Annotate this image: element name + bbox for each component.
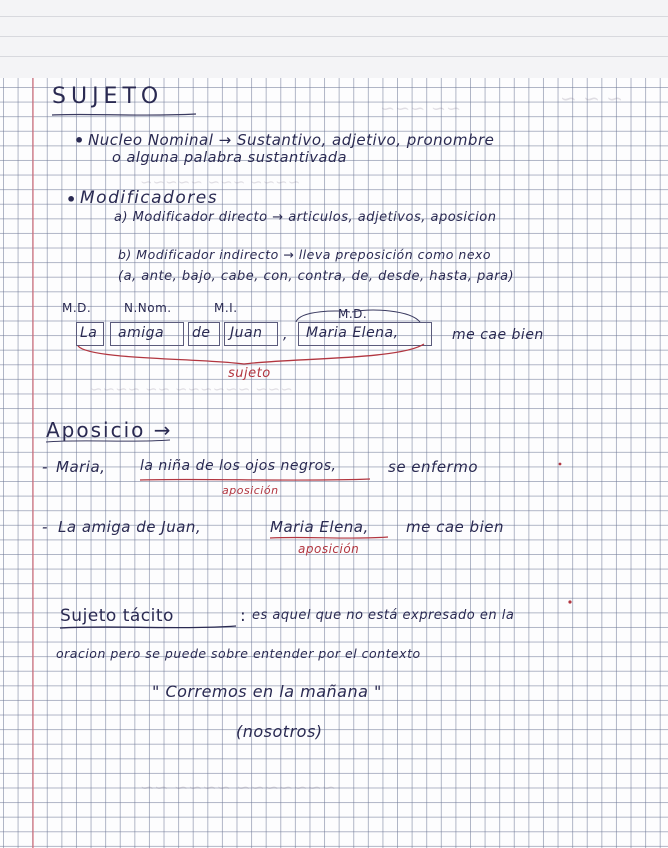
aposicion-ex1-label: aposición [222,484,279,497]
tag-nucleo-nominal: N.Nom. [124,301,172,315]
aposicion-ex2-appositive: Maria Elena, [270,518,369,536]
modificador-directo: a) Modificador directo → articulos, adjetivos, aposicion [114,210,497,225]
aposicion-ex2-start: La amiga de Juan, [58,518,202,536]
example-comma: , [283,327,288,343]
aposicion-ex2-end: me cae bien [406,518,504,536]
notebook-page [0,78,668,848]
title-sujeto: SUJETO [52,84,164,109]
sujeto-tacito-colon: : [240,606,247,626]
sujeto-tacito-note: (nosotros) [236,722,323,741]
tag-modificador-directo-2: M.D. [338,307,368,321]
subject-label: sujeto [228,366,271,381]
bleed-through-mark: ~~~~ ~~~ ~~~~~ [140,173,301,191]
sujeto-tacito-def-line2: oracion pero se puede sobre entender por el contexto [56,646,421,661]
example-predicate: me cae bien [452,327,544,343]
modificadores-bullet: • [66,190,77,209]
modificador-indirecto: b) Modificador indirecto → lleva preposición como nexo [118,247,492,262]
example-word-de: de [192,325,211,341]
sujeto-tacito-example: " Corremos en la mañana " [152,682,382,701]
nucleo-line-1: Nucleo Nominal → Sustantivo, adjetivo, pronombre [88,131,495,149]
modificadores-heading: Modificadores [80,188,219,208]
aposicion-ex2-label: aposición [298,542,360,556]
aposicion-ex2-dash: - [42,518,48,536]
bleed-through-mark: ~~~ ~~~~~~ ~~ ~~~~ [90,380,293,398]
sujeto-tacito-label: Sujeto tácito [60,606,174,626]
aposicion-ex1-appositive: la niña de los ojos negros, [140,458,337,474]
nucleo-line-2: o alguna palabra sustantivada [112,150,347,166]
preposiciones-list: (a, ante, bajo, cabe, con, contra, de, desde, hasta, para) [118,269,515,284]
tag-modificador-indirecto: M.I. [214,301,238,315]
example-word-juan: Juan [230,325,263,341]
top-strip-rule [0,36,668,37]
page-top-strip [0,0,668,79]
title-underline [50,112,200,118]
example-word-maria-elena: Maria Elena, [306,325,399,341]
top-strip-rule [0,56,668,57]
sujeto-tacito-def-line1: es aquel que no está expresado en la [252,608,515,623]
aposicion-ex1-start: Maria, [56,458,106,476]
aposicion-ex1-end: se enfermo [388,458,479,476]
top-strip-rule [0,16,668,17]
example-word-amiga: amiga [118,325,165,341]
aposicion-heading: Aposicio → [46,418,173,442]
nucleo-bullet: • [74,131,85,150]
bleed-through-mark: ~~ ~~~ [380,98,462,119]
bleed-through-mark: ~ ~ ~ [560,86,623,110]
tag-modificador-directo: M.D. [62,301,92,315]
margin-line [32,78,34,848]
bleed-through-mark: ~~~~~~~ ~~~~ ~~ [140,778,336,798]
aposicion-ex1-dash: - [42,458,48,476]
example-word-la: La [80,325,98,341]
